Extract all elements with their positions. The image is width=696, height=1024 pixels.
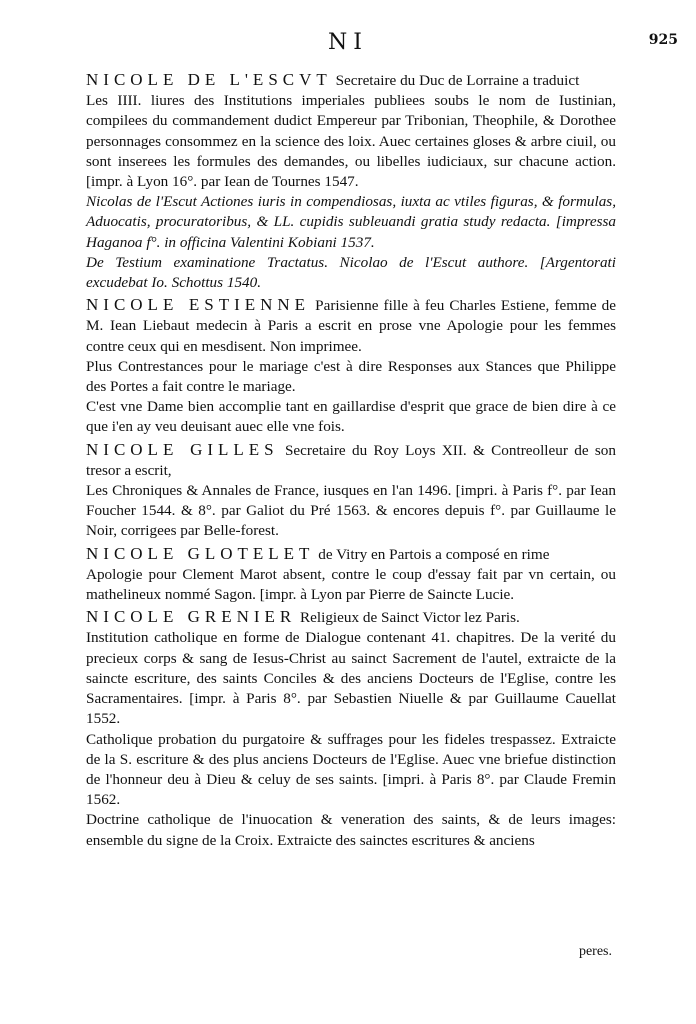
bibliographic-item: Institution catholique en forme de Dialogue contenant 41. chapitres. De la verité du precieux corps & sang de Iesus-Christ au sainct Sacrement de l'autel, extraicte de la saincte escriture, des saints Conciles & des anciens Docteurs de l'Eglise, contre les Sacramentaires. [impr. à Paris 8°. par Sebastien Niuelle & par Guillaume Cauellat 1552. (86, 629, 616, 728)
author-name: NICOLE ESTIENNE (86, 295, 311, 315)
author-name: NICOLE DE L'ESCVT (86, 70, 332, 89)
author-intro: de Vitry en Partois a composé en rime (318, 545, 550, 563)
author-name: NICOLE GLOTELET (86, 543, 315, 563)
author-intro: Secretaire du Duc de Lorraine a traduict (335, 72, 580, 89)
entry-nicole-estienne (86, 295, 616, 437)
bibliographic-item: Doctrine catholique de l'inuocation & veneration des saints, & de leurs images: ensemble du signe de la Croix. Extraicte des sainctes escritures & anciens (86, 811, 616, 849)
entry-heading (86, 544, 616, 565)
catchword: peres. (578, 944, 612, 959)
bibliographic-item: Plus Contrestances pour le mariage c'est à dire Responses aux Stances que Philippe des Portes a fait contre le mariage. (86, 357, 616, 396)
entry-heading (86, 70, 616, 91)
bibliographic-item: C'est vne Dame bien accomplie tant en gaillardise d'esprit que grace de bien dire à ce que i'en ay veu deuisant auec elle vne fois. (86, 398, 616, 436)
author-name: NICOLE GILLES (86, 439, 279, 459)
author-intro: Parisienne fille à feu Charles Estiene, femme de M. Iean Liebaut medecin à Paris a escrit en prose vne Apologie pour les femmes contre ceux qui en mesdisent. Non imprimee. (86, 297, 617, 355)
entry-heading (86, 295, 616, 357)
running-head: NI (328, 30, 368, 55)
author-name: NICOLE GRENIER (86, 607, 297, 627)
entry-heading (86, 440, 616, 481)
entry-nicole-gilles (86, 440, 616, 542)
entry-nicole-de-lescut (86, 70, 616, 293)
page-number: 925 (648, 32, 678, 48)
entry-nicole-glotelet (86, 544, 616, 606)
main-text (86, 70, 616, 851)
page-header (0, 26, 696, 56)
bibliographic-item: Les Chroniques & Annales de France, iusques en l'an 1496. [impri. à Paris f°. par Iean Foucher 1544. & 8°. par Galiot du Pré 1563. & encores depuis f°. par Guillaume le Noir, corrigees par Belle-forest. (86, 482, 616, 540)
bibliographic-item: De Testium examinatione Tractatus. Nicolao de l'Escut authore. [Argentorati excudebat Io. Schottus 1540. (86, 253, 616, 292)
bibliographic-item: Apologie pour Clement Marot absent, contre le coup d'essay fait par vn certain, ou mathelineux nommé Sagon. [impr. à Lyon par Pierre de Saincte Lucie. (86, 565, 616, 604)
author-intro: Religieux de Sainct Victor lez Paris. (300, 609, 520, 627)
entry-nicole-grenier (86, 607, 616, 850)
entry-heading (86, 607, 616, 628)
bibliographic-item: Nicolas de l'Escut Actiones iuris in compendiosas, iuxta ac vtiles figuras, & formulas, Aduocatis, procuratoribus, & LL. cupidis subleuandi gratia study redacta. [impressa Haganoa f°. in officina Valentini Kobiani 1537. (86, 193, 616, 251)
bibliographic-item: Catholique probation du purgatoire & suffrages pour les fideles trespassez. Extraicte de la S. escriture & des plus anciens Docteurs de l'Eglise. Auec vne briefue distinction de l'honneur deu à Dieu & celuy de ses saints. [impri. à Paris 8°. par Claude Fremin 1562. (86, 730, 616, 809)
bibliographic-item: Les IIII. liures des Institutions imperiales publiees soubs le nom de Iustinian, compilees du commandement dudict Empereur par Tribonian, Theophile, & Dorothee personnages consommez en la science des loix. Auec certaines gloses & arbre ciuil, ou sont inserees les formules des demandes, ou libelles iudiciaux, sur chacune action. [impr. à Lyon 16°. par Iean de Tournes 1547. (86, 92, 616, 191)
author-intro: Secretaire du Roy Loys XII. & Contreolleur de son tresor a escrit, (86, 441, 616, 479)
